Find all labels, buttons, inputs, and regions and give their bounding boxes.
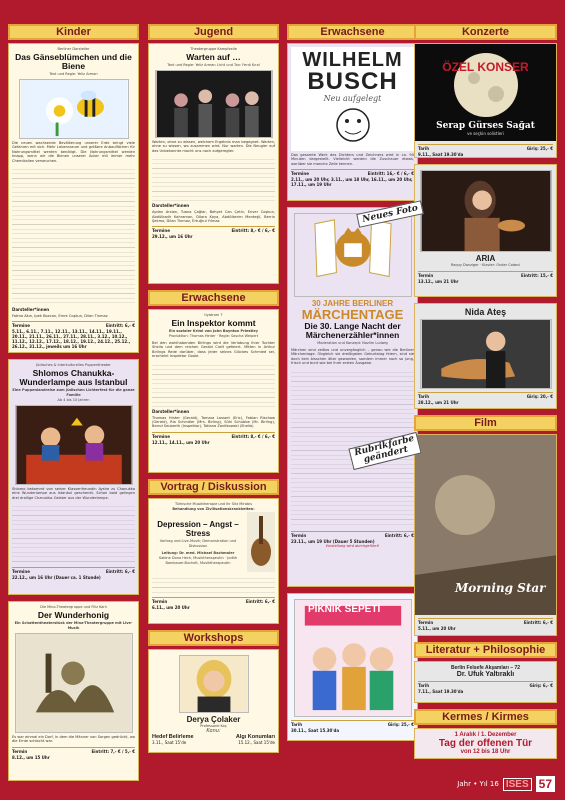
termin-row [418, 144, 553, 151]
termin-row [152, 597, 275, 604]
kermes-dates: 1 Aralık / 1. Dezember [454, 732, 517, 738]
event-text-continued [12, 165, 135, 305]
concert2-sub: Raquy Danziger · Klavier: Onder Cobeci [450, 263, 521, 267]
event-title: Shlomos Chanukka-Wunderlampe aus Istanbul [19, 368, 128, 387]
event-aria [414, 164, 557, 297]
event-kicker: Türkische Musiktherapie und Ihr Sitz Mirabis [174, 502, 253, 506]
column-erwachsene [287, 24, 418, 747]
event-text: Das gesamte Werk des Dichters und Zeichners wird in ca. 90 Minuten dargestellt. Vielleicht werden die Zuschauer etwas, worüber sie manche Zeile kennen. [291, 153, 414, 166]
event-text: Bei den wohlhabenden Birlings wird die Verlobung ihrer Tochter Sheila und dem reichen Gerald Croft gefeiert. Mitten in Arthur Birlings Rede darüber, dass jeder seines Glückes Schmied sei, erscheint Inspektor Goole. [152, 341, 275, 359]
footer-year: Jahr • Yıl 16 [457, 780, 499, 788]
termin-label: Termine [291, 171, 309, 177]
lit-line2: Dr. Ufuk Yaltıraklı [456, 671, 515, 678]
event-kicker: Jüdisches & Interkulturelles Puppentheater [36, 363, 111, 367]
eintritt: Eintritt: 8,- € / 6,- € [231, 228, 275, 234]
event-text: Es war einmal ein Dorf, in dem die Männer von Sorgen gedrückt, wo die Ernte schlecht war. [12, 735, 135, 744]
piknik-title: PİKNİK SEPETİ [308, 604, 381, 615]
concert1-sub: ve seçkin solistleri [467, 131, 504, 136]
film-title: Morning Star [455, 581, 546, 595]
event-age: Ab 4 bis 10 Jahren [57, 398, 90, 402]
termin-label: Termine [152, 228, 170, 234]
section-header-kermes: Kermes / Kirmes [414, 709, 557, 725]
section-header-jugend: Jugend [148, 24, 279, 40]
event-title: Das Gänseblümchen und die Biene [15, 52, 132, 71]
event-warten [148, 43, 279, 284]
termin-row [291, 720, 414, 727]
eintritt: Giriş: 25,- € [387, 722, 414, 727]
event-dates: 9.11., Saat 19.30'da [418, 152, 464, 157]
theatre-photo [155, 70, 273, 138]
section-header-film: Film [414, 415, 557, 431]
event-sub: Ein sozialer Krimi von John Boynton Priestley [168, 329, 259, 333]
termin-label: Tarih [291, 722, 303, 727]
concert3-title: Nida Ateş [464, 307, 507, 317]
shadow-theatre-photo [15, 633, 133, 733]
date-left: 3.11., Saat 15'de [152, 740, 187, 745]
speaker: Leitung: Dr. med. Michael Bachmaier [161, 550, 235, 555]
event-film [414, 434, 557, 636]
termin-label: Tarih [418, 683, 430, 688]
section-header-literatur: Literatur + Philosophie [414, 642, 557, 658]
termin-label: Termine [152, 433, 170, 439]
maerchen-title-big: MÄRCHENTAGE [301, 307, 404, 322]
maerchen-badge: 30 JAHRE BERLINER [311, 299, 394, 308]
busch-poster [291, 47, 414, 151]
event-credit: Moderation und Konzept: Nazlim Ludwig [317, 341, 388, 345]
aria-photo [420, 170, 552, 252]
event-text: Märchen sind zeitlos und unvergänglich – genau wie die Berliner Märchentage. Obgleich sie dreißigsten Geburtstag feiern, sind sie doch kein bisschen älter geworden, sondern immer noch so jung, frisch und bunt wie bei ihrer ersten Ausgabe. [291, 348, 414, 366]
date-right: 15.12., Saat 15'de [238, 740, 275, 745]
footer-logo: ISES [503, 778, 532, 791]
eintritt: Giriş: 25,- € [526, 146, 553, 151]
section-header-workshops: Workshops [148, 630, 279, 646]
kermes-title: Tag der offenen Tür [438, 738, 533, 749]
section-header-kinder: Kinder [8, 24, 139, 40]
vortrag-text [152, 519, 244, 566]
event-text-continued [12, 502, 135, 564]
speaker-photo [179, 655, 249, 713]
cast-label: Darsteller*innen [12, 307, 50, 313]
event-dates: 5.11., 6.11., 7.11., 12.11., 13.11., 14.11., 19.11., 20.11., 21.11., 26.11., 27.11., 28.11., 3.12., 10.12., 11.12., 12.12., 17.12., 18.12., 19.12., 24.12., 25.12., 26.12., 31.12., jeweils um 16 Uhr [12, 329, 131, 350]
cast-list: Aydan Arslan, Tuana Çağlar, Behçet Can Çetin, Enver Coşkun, Abdülkadir Kahraman, Dilara Kaya, Abdülkerim Menteşli, Berrin Şekmo, Dilan Tinmaz, Ertuğrul Yılmaz [152, 210, 275, 224]
eintritt: Eintritt: 6,- € [105, 569, 135, 575]
event-dates: 22.12., um 16 Uhr (Dauer ca. 1 Stunde) [12, 575, 101, 581]
event-text-continued [152, 361, 275, 409]
event-title: Die 30. Lange Nacht der Märchenerzähler*innen [304, 321, 401, 340]
event-title: Depression – Angst – Stress [157, 519, 239, 538]
event-maerchentage [287, 207, 418, 587]
eintritt: Eintritt: 8,- € / 6,- € [231, 433, 275, 439]
termin-row [12, 747, 135, 754]
workshop-dates [152, 740, 275, 745]
termin-label: Tarih [418, 394, 430, 399]
termin-row [152, 226, 275, 233]
event-credit: Text und Regie: Yeliz Arman [49, 72, 98, 76]
vortrag-body [152, 512, 275, 572]
event-inspektor [148, 309, 279, 473]
termin-label: Tarih [418, 146, 430, 151]
stamp-neues-foto: Neues Foto [356, 200, 424, 228]
termin-row [12, 321, 135, 328]
eintritt: Eintritt: 7,- € / 5,- € [91, 748, 135, 754]
event-text: Warten, ohne zu wissen, welchem Ergebnis man begegnet. Warten, ohne zu wissen, wo zusammen wird. Nur warten. Die Neugier auf das Unbekannte macht uns noch aufgeregter. [152, 140, 275, 153]
eintritt: Giriş: 6,- € [529, 683, 553, 688]
termin-row [291, 169, 414, 176]
event-dates: 8.12., um 15 Uhr [12, 754, 50, 760]
event-workshop [148, 649, 279, 753]
busch-title2: BUSCH [307, 68, 398, 95]
concert1-artist: Serap Gürses Sağat [436, 121, 535, 131]
termin-row [418, 392, 553, 399]
termin-row [418, 618, 553, 625]
termin-label: Termin [12, 748, 28, 754]
event-dates: 13.12., um 21 Uhr [418, 279, 459, 284]
event-dates: 12.11., 14.11., um 20 Uhr [152, 439, 210, 445]
eintritt: Eintritt: 6,- € [384, 532, 414, 538]
stamp-rubrikfarbe: Rubrikfarbe geändert [348, 432, 421, 470]
event-credit: Produktion: Thomas Hinter · Regie: Sascha Weipert [168, 334, 259, 338]
kermes-time: von 12 bis 18 Uhr [460, 749, 511, 755]
event-literatur [414, 661, 557, 703]
event-credit: Text und Regie: Yeliz Arman Licht und Ton: Ferdi Kıral [167, 63, 260, 67]
event-title: Ein Inspektor kommt [171, 318, 256, 328]
event-text-continued [152, 574, 275, 594]
termin-label: Termin [291, 532, 307, 538]
page-number: 57 [536, 776, 555, 792]
speaker2: Sabine Dona Heck, Musiktherapeutin · Judith Bombauer-Buchelt, Musiktherapeutin [158, 555, 238, 565]
section-header-vortrag: Vortrag / Diskussion [148, 479, 279, 495]
event-sub1: Behandlung von Zivilisationskrankheiten: [172, 507, 255, 511]
concert2-title: ARIA [475, 254, 496, 263]
workshop-role: Professorel Koç [200, 724, 227, 728]
maerchentage-logo [294, 213, 412, 297]
eintritt: Eintritt: 16,- € / 6,- € [367, 171, 414, 177]
busch-title1: WILHELM [302, 49, 403, 71]
eintritt: Giriş: 20,- € [526, 394, 553, 399]
event-dates: 28.12., um 21 Uhr [418, 400, 459, 405]
event-kicker: Berliner Darsteller [57, 47, 90, 51]
nida-photo [420, 319, 552, 389]
eintritt: Eintritt: 6,- € [523, 620, 553, 625]
termin-row [418, 271, 553, 278]
termin-label: Termine [12, 569, 30, 575]
busch-drawing [323, 103, 383, 147]
workshop-name: Derya Çolaker [186, 715, 241, 724]
termin-row [291, 531, 414, 538]
event-text: Shlomo bekommt von seiner Klassenfreundin Ayshe zu Chanukka eine Wunderlampe aus Istanbul geschenkt. Schon bald gelingen drei drollige Chanukka-Geister aus der Wunderlampe. [12, 487, 135, 500]
workshop-konu: Konu: [206, 728, 221, 734]
concert1-poster [415, 44, 556, 141]
eintritt: Eintritt: 6,- € [105, 323, 135, 329]
topic-left: Hedef Belirleme [152, 734, 194, 740]
cast-list: Thomas Hinter (Gerald), Tamara Lossert (Eric), Fabian Rischow (Gerald), Ria Schindler (Mrs. Birling), Sühi Schubbe (Mr. Birling), Bernd Seuberth (Inspektor), Tatiana Zavitkowski (Sheila) [152, 415, 275, 429]
cast-label: Darsteller*innen [152, 408, 190, 414]
event-depression [148, 498, 279, 624]
event-shlomo [8, 359, 139, 595]
piknik-poster [294, 599, 412, 717]
column-jugend [148, 24, 279, 759]
event-text-continued [152, 155, 275, 203]
cast-label: Darsteller*innen [152, 203, 190, 209]
event-wilhelm-busch [287, 43, 418, 201]
section-header-erwachsene: Erwachsene [148, 290, 279, 306]
event-text: Die neuen wachsende Bevölkerung unserer Erde bringt viele Gefahren mit sich. Mehr Lebensraum und größere Anbauflächen für Nahrungsmittel werden benötigt. Die Nahrungsmittel werden knapp, wenn wir die Bienen unserer Äcker mit immer mehr Chemikalien verseuchen. [12, 141, 135, 163]
event-dates: 29.12., um 16 Uhr [152, 234, 193, 240]
cast-list: Fatma Akın, Ipek Bozcan, Emre Coşkun, Dilan Tinmaz [12, 314, 108, 319]
event-dates: 6.11., um 20 Uhr [152, 605, 190, 610]
column-kinder [8, 24, 139, 787]
section-header-erwachsene: Erwachsene [287, 24, 418, 40]
termin-label: Termin [418, 620, 434, 625]
event-dates: 7.11., Saat 19.30'da [418, 689, 464, 694]
termin-row [152, 432, 275, 439]
termin-label: Termin [418, 273, 434, 278]
film-poster [415, 435, 556, 615]
page-footer [457, 776, 555, 792]
event-dates: 5.11., um 20 Uhr [418, 626, 456, 631]
lit-line1: Berlin Felsefe Akşamları – 72 [450, 665, 521, 671]
termin-label: Termin [152, 599, 168, 604]
termin-label: Termine [12, 323, 30, 329]
bee-illustration [19, 79, 129, 139]
topic-right: Algı Konumları [235, 734, 275, 740]
concert1-title: ÖZEL KONSER [442, 60, 529, 74]
event-title: Der Wunderhonig [37, 610, 110, 620]
event-title: Warten auf … [186, 52, 241, 62]
event-wunderhonig [8, 601, 139, 781]
instrument-photo [247, 512, 275, 572]
event-kicker: Die Mino-Theatergruppe und Filiz Karlı [40, 605, 107, 609]
eintritt: Eintritt: 15,- € [521, 273, 553, 278]
event-gaensebluemchen [8, 43, 139, 353]
section-header-konzerte: Konzerte [414, 24, 557, 40]
busch-sub: Neu aufgelegt [323, 94, 382, 103]
event-dates: 23.11., um 19 Uhr (Dauer 5 Stunden) [291, 538, 375, 544]
event-piknik [287, 593, 418, 741]
event-sub: Ein Schattentheaterstück der Mina-Theatergruppe mit Live-Musik [14, 621, 133, 630]
column-konzerte [414, 24, 557, 759]
event-note: Vorstellung wird durchgeführt! [325, 543, 380, 548]
termin-row [12, 567, 135, 574]
puppet-photo [15, 405, 133, 485]
event-nida-ates [414, 303, 557, 409]
event-dates: 30.11., Saat 15.30'da [291, 728, 340, 733]
event-kicker: tiyatrom 7 [204, 313, 223, 317]
event-sub: Eine Puppenlandreise zum jüdischen Lichterfest für die ganze Familie [12, 388, 135, 397]
eintritt: Eintritt: 6,- € [245, 599, 275, 604]
termin-row [418, 681, 553, 688]
event-sub2: Vortrag und Live-Musik; Demonstration und Diskussion [159, 538, 237, 548]
event-kicker: Theatergruppe Kampfzelle [190, 47, 237, 51]
event-kermes [414, 728, 557, 759]
event-ozel-konser [414, 43, 557, 158]
event-dates: 2.11., um 20 Uhr, 3.11., um 18 Uhr, 16.11., um 20 Uhr, 17.11., um 19 Uhr [291, 177, 413, 188]
